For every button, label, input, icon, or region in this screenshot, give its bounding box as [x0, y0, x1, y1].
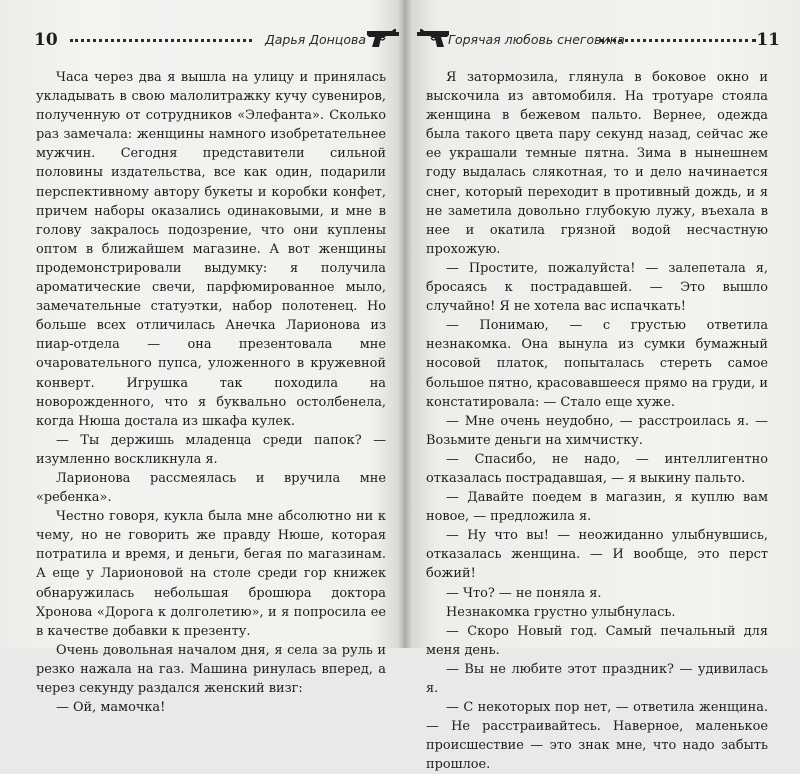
paragraph: — Простите, пожалуйста! — залепетала я, бросаясь к пострадавшей. — Это вышло случайно! Я не хотела вас испачкать! — [426, 260, 768, 315]
left-page-text — [36, 68, 386, 717]
paragraph: Часа через два я вышла на улицу и принялась укладывать в свою малолитражку кучу сувениров, полученную от сотрудников «Элефанта». Сколько раз замечала: женщины намного изобретательнее мужчин. Сегодня представители сильной половины издательства, все как один, подарили перспективному автору букеты и коробки конфет, причем наборы оказались одинаковыми, и мне в голову закралось подозрение, что они куплены оптом в ближайшем магазине. А вот женщины продемонстрировали выдумку: я получила ароматические свечи, парфюмированное мыло, замечательные статуэтки, набор полотенец. Но больше всех отличилась Анечка Ларионова из пиар-отдела — она презентовала мне очаровательного пупса, уложенного в кружевной конверт. Игрушка так походила на новорожденного, что я буквально остолбенела, когда Нюша достала из шкафа кулек. — [36, 70, 386, 429]
pistol-icon — [416, 26, 450, 52]
paragraph: — Вы не любите этот праздник? — удивилась я. — [426, 661, 768, 696]
right-running-title: Горячая любовь снеговика — [448, 32, 625, 47]
dotted-rule — [600, 39, 756, 42]
paragraph: Ларионова рассмеялась и вручила мне «ребенка». — [36, 470, 386, 506]
left-page-number: 10 — [34, 30, 58, 50]
right-page-text — [426, 68, 768, 774]
right-page-number: 11 — [756, 30, 780, 50]
left-running-title: Дарья Донцова — [265, 32, 366, 47]
paragraph: — Спасибо, не надо, — интеллигентно отказалась пострадавшая, — я выкину пальто. — [426, 451, 768, 486]
paragraph: — Понимаю, — с грустью ответила незнакомка. Она вынула из сумки бумажный носовой платок, попыталась стереть самое большое пятно, красовавшееся прямо на груди, и констатировала: — Стало еще хуже. — [426, 318, 768, 410]
paragraph: — Что? — не поняла я. — [446, 585, 602, 601]
paragraph: — Скоро Новый год. Самый печальный для меня день. — [426, 623, 768, 658]
paragraph: — Ну что вы! — неожиданно улыбнувшись, отказалась женщина. — И вообще, это перст божий! — [426, 528, 768, 582]
pistol-icon — [366, 26, 400, 52]
right-page — [404, 0, 800, 773]
paragraph: Незнакомка грустно улыбнулась. — [446, 604, 676, 620]
dotted-rule — [70, 39, 252, 42]
left-page — [0, 0, 404, 716]
paragraph: Честно говоря, кукла была мне абсолютно ни к чему, но не говорить же правду Нюше, которая потратила и время, и деньги, бегая по магазинам. А еще у Ларионовой на столе среди гор книжек обнаружилась небольшая брошюра доктора Хронова «Дорога к долголетию», и я попросила ее в качестве добавки к презенту. — [36, 509, 386, 639]
right-page-header — [422, 26, 780, 52]
paragraph: — Ты держишь младенца среди папок? — изумленно воскликнула я. — [36, 432, 386, 467]
paragraph: — Давайте поедем в магазин, я куплю вам новое, — предложила я. — [426, 490, 768, 525]
paragraph: — С некоторых пор нет, — ответила женщина. — Не расстраивайтесь. Наверное, маленькое происшествие — это знак мне, что надо забыть прошлое. — [426, 700, 768, 773]
paragraph: — Мне очень неудобно, — расстроилась я. — Возьмите деньги на химчистку. — [426, 413, 768, 448]
left-page-header — [26, 26, 390, 52]
book-gutter — [398, 0, 412, 648]
paragraph: Очень довольная началом дня, я села за руль и резко нажала на газ. Машина ринулась вперед, а через секунду раздался женский визг: — [36, 642, 386, 696]
paragraph: — Ой, мамочка! — [56, 700, 166, 716]
paragraph: Я затормозила, глянула в боковое окно и выскочила из автомобиля. На тротуаре стояла женщина в бежевом пальто. Вернее, одежда была такого цвета пару секунд назад, сейчас же ее украшали темные пятна. Зима в нынешнем году выдалась слякотная, то и дело начинается снег, который переходит в противный дождь, и я не заметила довольно глубокую лужу, въехала в нее и окатила грязной водой несчастную прохожую. — [426, 70, 768, 257]
